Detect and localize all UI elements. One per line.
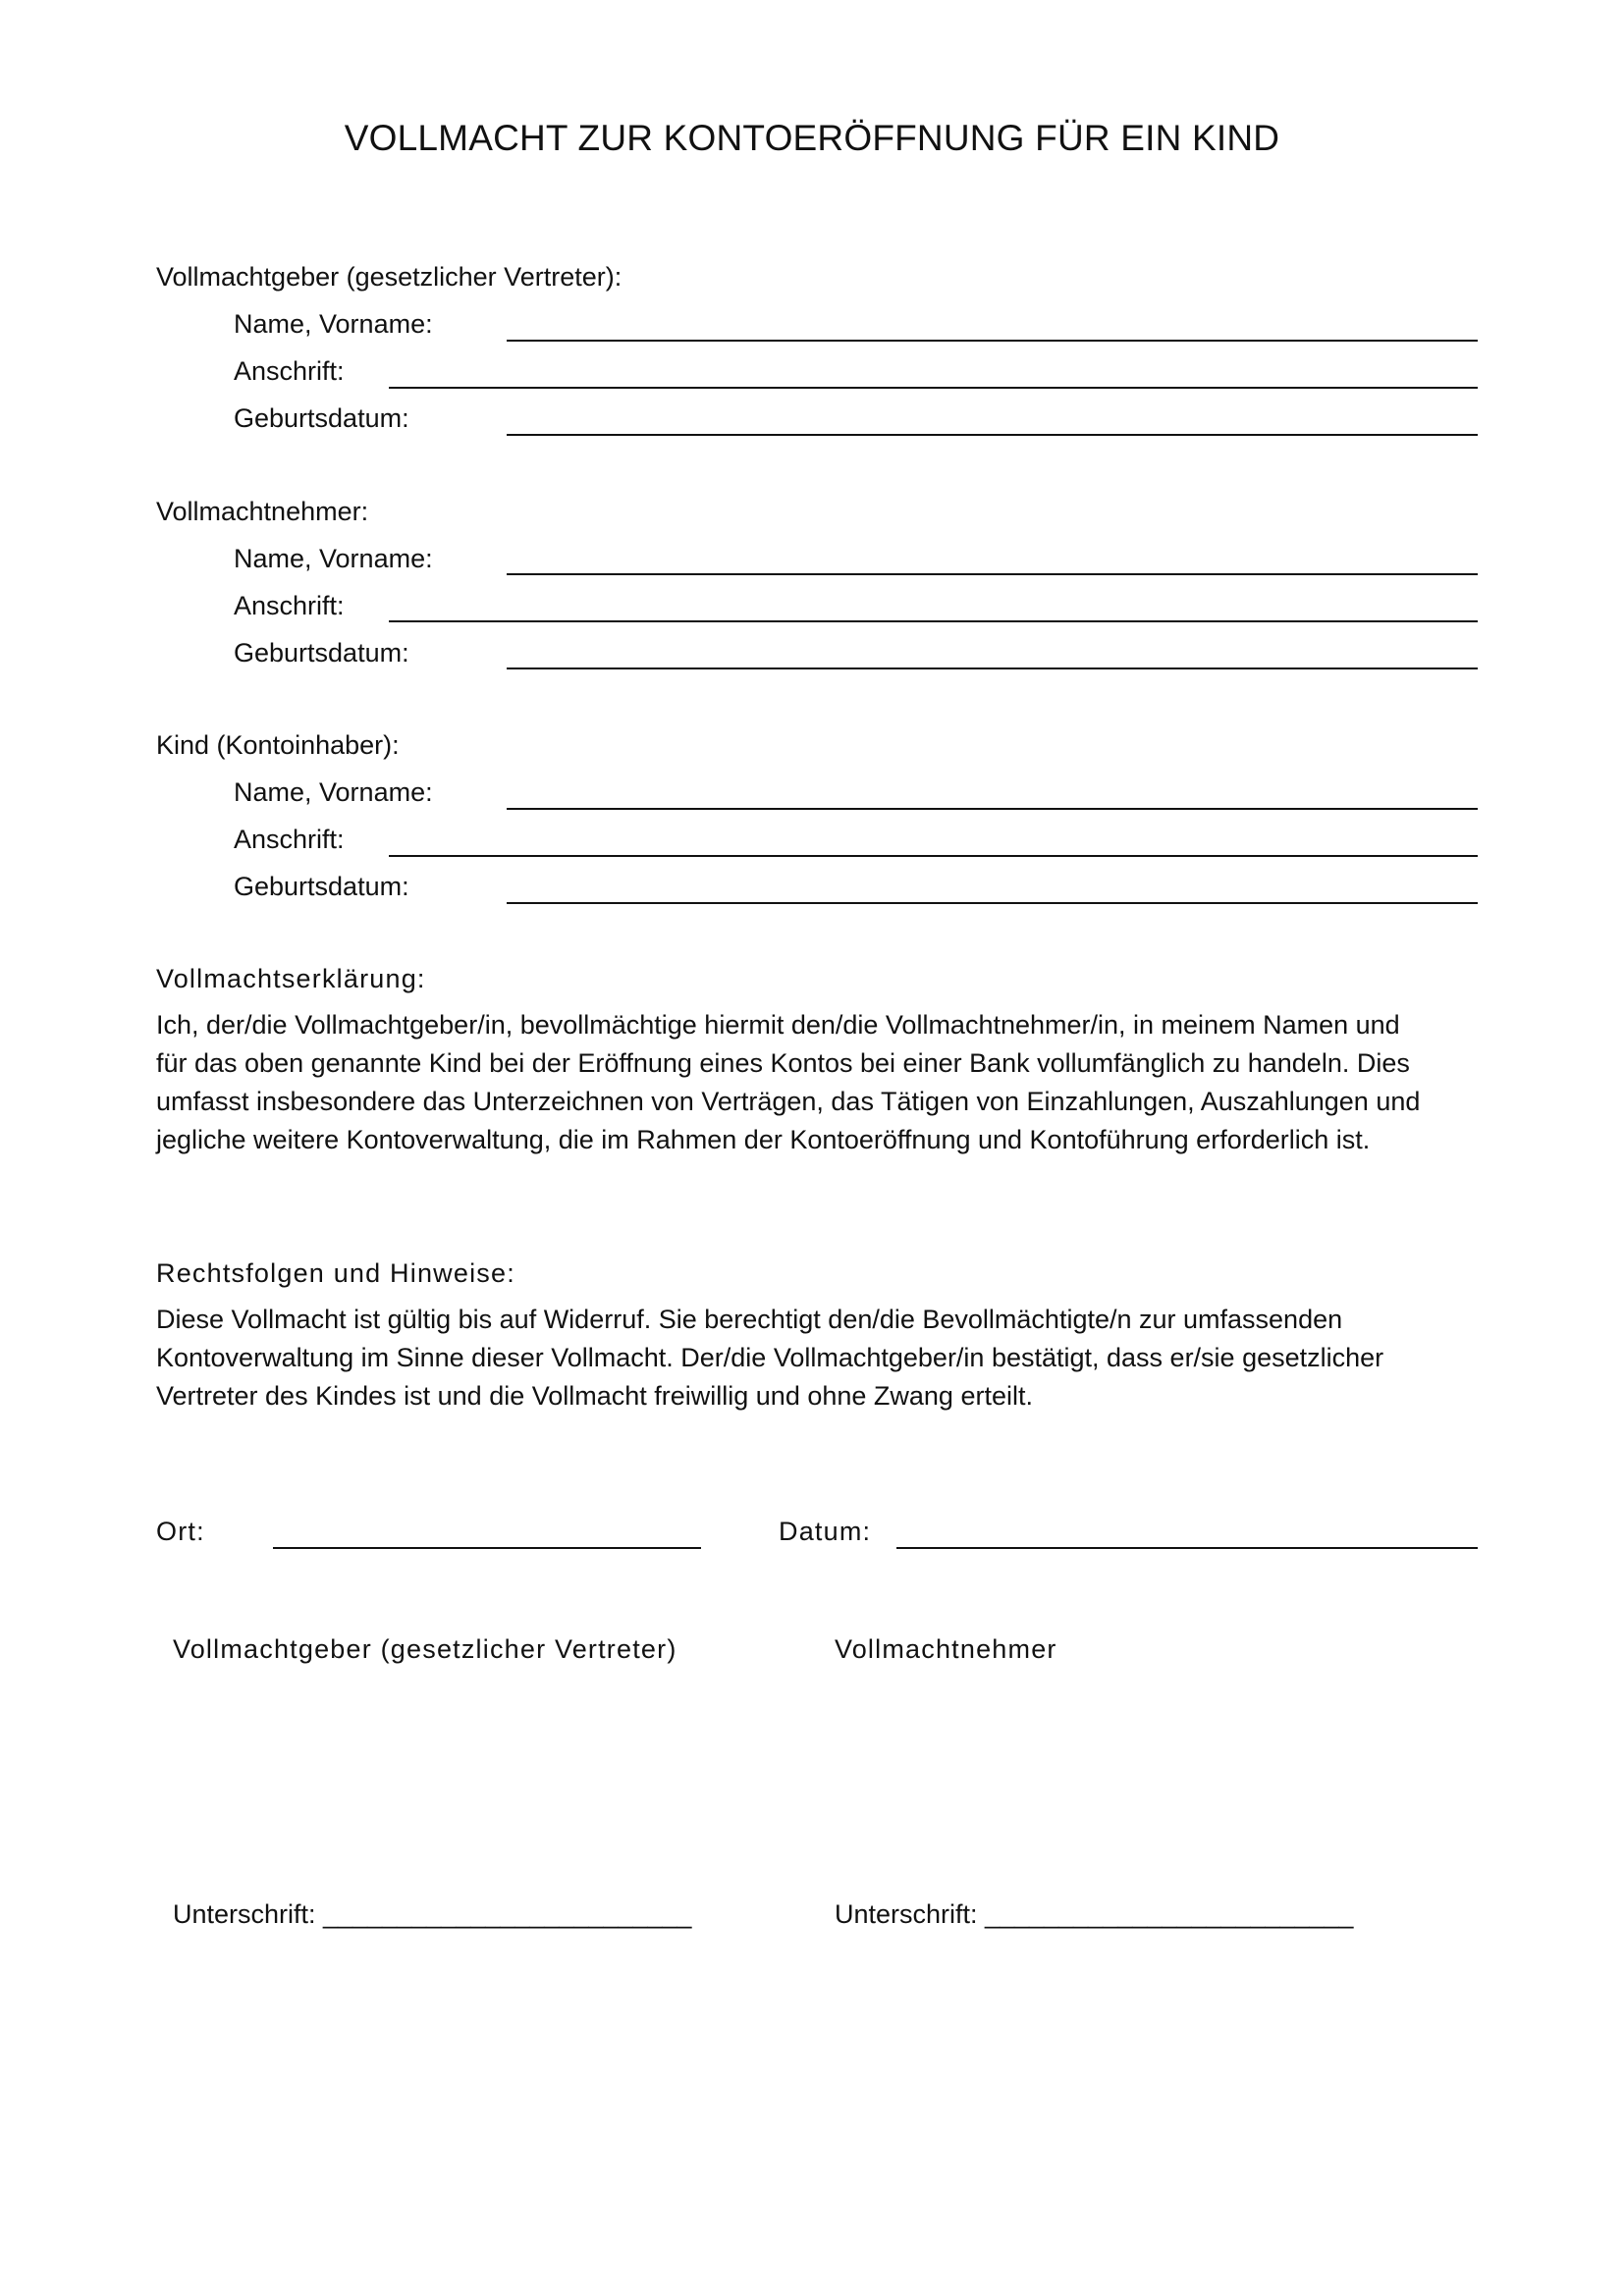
field-label-name: Name, Vorname: xyxy=(234,309,433,339)
datum-label: Datum: xyxy=(779,1517,872,1546)
vollmachtnehmer-geburtsdatum-field[interactable] xyxy=(507,667,1478,669)
signature-role-vollmachtnehmer: Vollmachtnehmer xyxy=(835,1634,1057,1664)
vollmachtnehmer-anschrift-field[interactable] xyxy=(389,620,1478,622)
vollmachtgeber-geburtsdatum-field[interactable] xyxy=(507,434,1478,436)
declaration-line: umfasst insbesondere das Unterzeichnen von Verträgen, das Tätigen von Einzahlungen, Auszahlungen und xyxy=(156,1087,1421,1116)
field-label-name: Name, Vorname: xyxy=(234,777,433,807)
legal-line: Kontoverwaltung im Sinne dieser Vollmacht. Der/die Vollmachtgeber/in bestätigt, dass er/sie gesetzlicher xyxy=(156,1343,1384,1372)
declaration-heading: Vollmachtserklärung: xyxy=(156,964,426,993)
kind-geburtsdatum-field[interactable] xyxy=(507,902,1478,904)
signature-vollmachtgeber[interactable] xyxy=(173,1898,691,1930)
section-heading-vollmachtgeber: Vollmachtgeber (gesetzlicher Vertreter): xyxy=(156,262,623,292)
declaration-line: jegliche weitere Kontoverwaltung, die im Rahmen der Kontoeröffnung und Kontoführung erforderlich ist. xyxy=(156,1125,1371,1154)
signature-blank[interactable]: _________________________ xyxy=(323,1899,692,1929)
field-label-name: Name, Vorname: xyxy=(234,544,433,573)
field-label-geburtsdatum: Geburtsdatum: xyxy=(234,403,409,433)
vollmachtgeber-anschrift-field[interactable] xyxy=(389,387,1478,389)
declaration-text xyxy=(156,1006,1491,1159)
vollmachtgeber-name-field[interactable] xyxy=(507,340,1478,342)
kind-name-field[interactable] xyxy=(507,808,1478,810)
signature-vollmachtnehmer[interactable] xyxy=(835,1898,1353,1930)
signature-blank[interactable]: _________________________ xyxy=(985,1899,1354,1929)
field-label-anschrift: Anschrift: xyxy=(234,591,345,620)
ort-label: Ort: xyxy=(156,1517,205,1546)
field-label-anschrift: Anschrift: xyxy=(234,356,345,386)
signature-label: Unterschrift: xyxy=(173,1899,324,1929)
signature-role-vollmachtgeber: Vollmachtgeber (gesetzlicher Vertreter) xyxy=(173,1634,677,1664)
declaration-line: für das oben genannte Kind bei der Eröffnung eines Kontos bei einer Bank vollumfänglich zu handeln. Dies xyxy=(156,1048,1410,1078)
section-heading-kind: Kind (Kontoinhaber): xyxy=(156,730,400,760)
field-label-geburtsdatum: Geburtsdatum: xyxy=(234,638,409,667)
legal-line: Diese Vollmacht ist gültig bis auf Widerruf. Sie berechtigt den/die Bevollmächtigte/n zur umfassenden xyxy=(156,1305,1343,1334)
field-label-anschrift: Anschrift: xyxy=(234,825,345,854)
vollmachtnehmer-name-field[interactable] xyxy=(507,573,1478,575)
legal-text xyxy=(156,1301,1491,1415)
legal-line: Vertreter des Kindes ist und die Vollmacht freiwillig und ohne Zwang erteilt. xyxy=(156,1381,1033,1411)
document-title: VOLLMACHT ZUR KONTOERÖFFNUNG FÜR EIN KIND xyxy=(344,118,1280,158)
field-label-geburtsdatum: Geburtsdatum: xyxy=(234,872,409,901)
kind-anschrift-field[interactable] xyxy=(389,855,1478,857)
declaration-line: Ich, der/die Vollmachtgeber/in, bevollmächtige hiermit den/die Vollmachtnehmer/in, in meinem Namen und xyxy=(156,1010,1400,1040)
signature-label: Unterschrift: xyxy=(835,1899,986,1929)
datum-field[interactable] xyxy=(896,1547,1478,1549)
ort-field[interactable] xyxy=(273,1547,701,1549)
section-heading-vollmachtnehmer: Vollmachtnehmer: xyxy=(156,497,369,526)
legal-heading: Rechtsfolgen und Hinweise: xyxy=(156,1258,515,1288)
